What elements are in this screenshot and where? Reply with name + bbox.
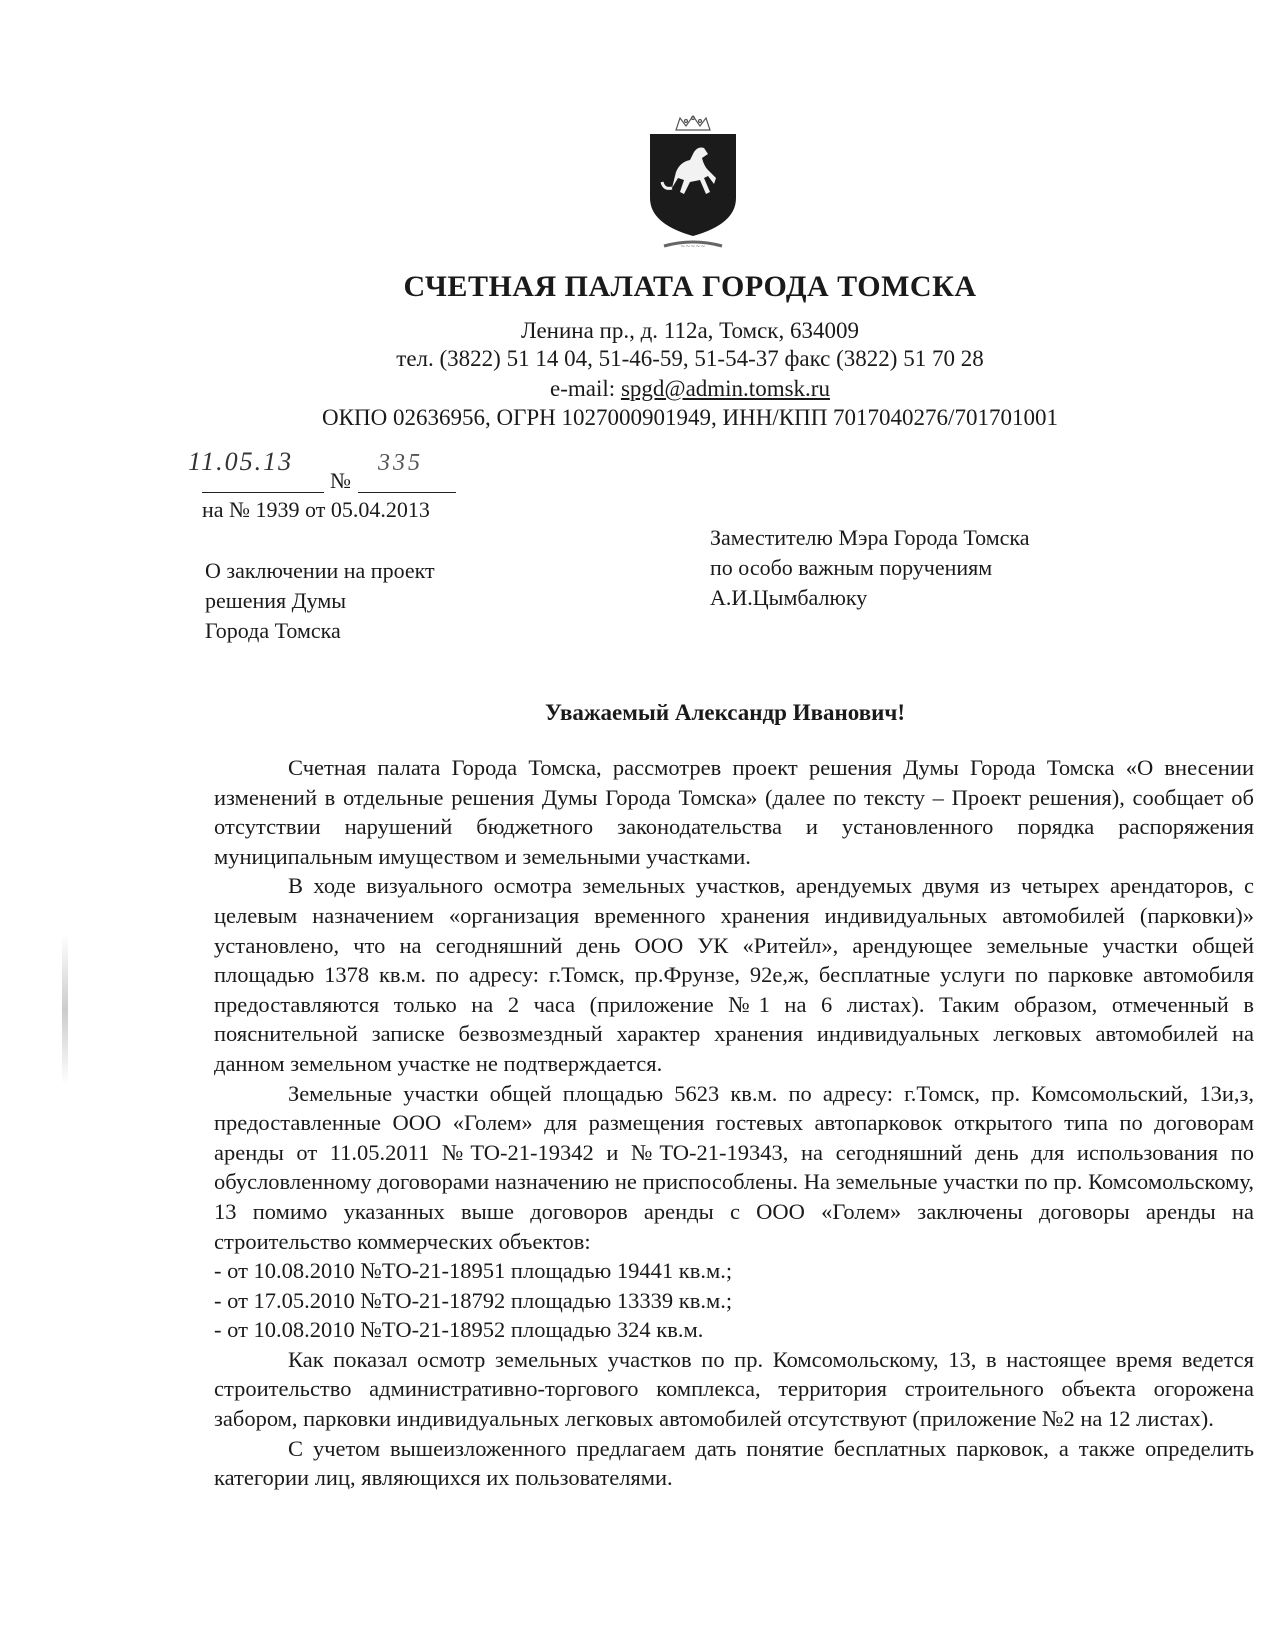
addressee-line: по особо важным поручениям bbox=[710, 555, 993, 580]
incoming-reference: на № 1939 от 05.04.2013 bbox=[202, 497, 430, 522]
date-underline bbox=[202, 492, 324, 493]
addressee-line: Заместителю Мэра Города Томска bbox=[710, 525, 1030, 550]
organization-name: СЧЕТНАЯ ПАЛАТА ГОРОДА ТОМСКА bbox=[403, 270, 977, 303]
tomsk-coat-of-arms-icon bbox=[642, 112, 744, 252]
paragraph: В ходе визуального осмотра земельных участков, арендуемых двумя из четырех арендаторов, с целевым назначением «организация временного хранения индивидуальных автомобилей (парковки)» установлено, что на сегодняшний день ООО УК «Ритейл», арендующее земельные участки общей площадью 1378 кв.м. по адресу: г.Томск, пр.Фрунзе, 92е,ж, бесплатные услуги по парковке автомобиля предоставляются только на 2 часа (приложение №1 на 6 листах). Таким образом, отмеченный в пояснительной записке безвозмездный характер хранения индивидуальных легковых автомобилей на данном земельном участке не подтверждается. bbox=[214, 873, 1254, 1076]
addressee-line: А.И.Цымбалюку bbox=[710, 585, 868, 610]
phones: тел. (3822) 51 14 04, 51-46-59, 51-54-37 факс (3822) 51 70 28 bbox=[396, 346, 984, 371]
addressee-block bbox=[710, 523, 1030, 613]
subject-line: Города Томска bbox=[205, 618, 341, 643]
list-item: - от 17.05.2010 №ТО-21-18792 площадью 13339 кв.м.; bbox=[214, 1287, 733, 1313]
paragraph: С учетом вышеизложенного предлагаем дать понятие бесплатных парковок, а также определить категории лиц, являющихся их пользователями. bbox=[214, 1435, 1254, 1491]
list-item: - от 10.08.2010 №ТО-21-18952 площадью 324 кв.м. bbox=[214, 1317, 704, 1343]
scan-artifact bbox=[62, 935, 68, 1085]
letter-body bbox=[214, 753, 1254, 1493]
email-link[interactable]: spgd@admin.tomsk.ru bbox=[620, 376, 830, 401]
email-line bbox=[0, 376, 1275, 402]
address: Ленина пр., д. 112а, Томск, 634009 bbox=[521, 318, 859, 343]
paragraph: Как показал осмотр земельных участков по пр. Комсомольскому, 13, в настоящее время ведется строительство административно-торгового комплекса, территория строительного объекта огорожена забором, парковки индивидуальных легковых автомобилей отсутствуют (приложение №2 на 12 листах). bbox=[214, 1346, 1254, 1432]
subject-line: решения Думы bbox=[205, 588, 347, 613]
email-label: e-mail: bbox=[550, 376, 616, 401]
paragraph: Земельные участки общей площадью 5623 кв.м. по адресу: г.Томск, пр. Комсомольский, 13и,з, предоставленные ООО «Голем» для размещения гостевых автопарковок открытого типа по договорам аренды от 11.05.2011 №ТО-21-19342 и №ТО-21-19343, на сегодняшний день для использования по обусловленному договорами назначению не приспособлены. На земельные участки по пр. Комсомольскому, 13 помимо указанных выше договоров аренды с ООО «Голем» заключены договоры аренды на строительство коммерческих объектов: bbox=[214, 1080, 1254, 1254]
svg-text:~~~~~: ~~~~~ bbox=[680, 243, 706, 250]
number-underline bbox=[358, 492, 456, 493]
list-item: - от 10.08.2010 №ТО-21-18951 площадью 19441 кв.м.; bbox=[214, 1258, 733, 1284]
subject-line: О заключении на проект bbox=[205, 558, 435, 583]
number-sign: № bbox=[330, 468, 351, 493]
registration-codes: ОКПО 02636956, ОГРН 1027000901949, ИНН/КПП 7017040276/701701001 bbox=[322, 405, 1058, 430]
paragraph: Счетная палата Города Томска, рассмотрев проект решения Думы Города Томска «О внесении изменений в отдельные решения Думы Города Томска» (далее по тексту – Проект решения), сообщает об отсутствии нарушений бюджетного законодательства и установленного порядка распоряжения муниципальным имуществом и земельными участками. bbox=[214, 755, 1254, 869]
greeting: Уважаемый Александр Иванович! bbox=[544, 700, 906, 725]
handwritten-date: 11.05.13 bbox=[188, 447, 294, 476]
handwritten-number: 335 bbox=[378, 450, 423, 476]
subject-block bbox=[205, 556, 435, 646]
